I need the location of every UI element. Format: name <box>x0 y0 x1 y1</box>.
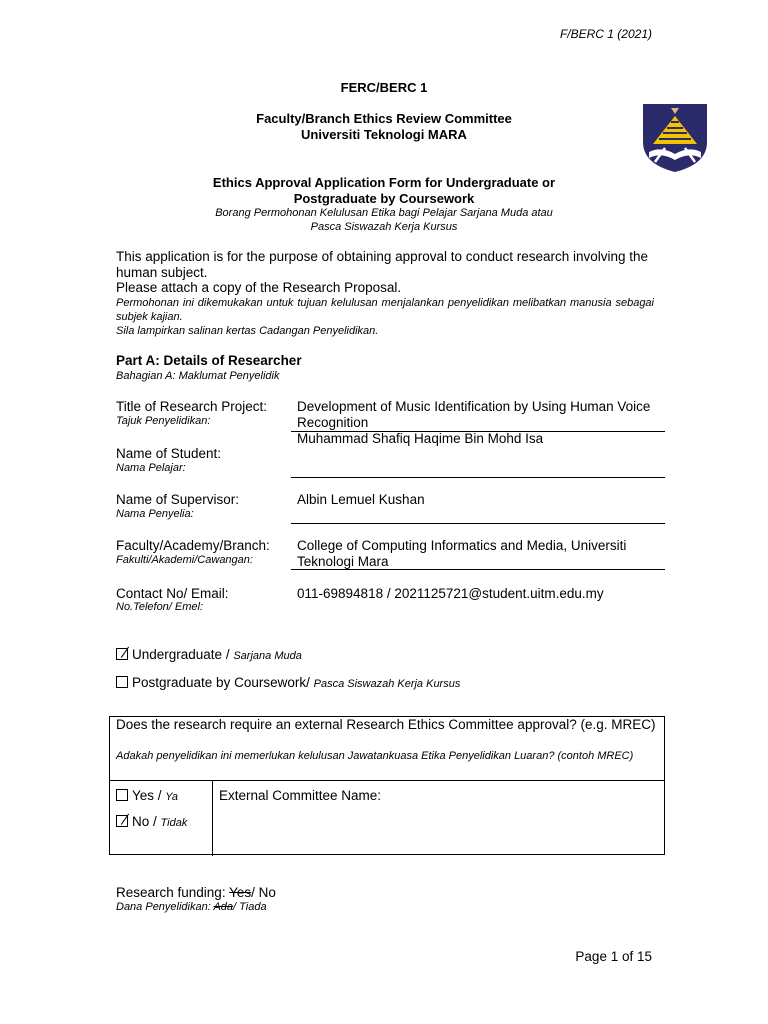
external-yes-option[interactable] <box>116 788 178 803</box>
committee-heading <box>0 111 768 143</box>
intro-attach-malay: Sila lampirkan salinan kertas Cadangan Penyelidikan. <box>116 325 379 337</box>
form-title-malay-line1: Borang Permohonan Kelulusan Etika bagi Pelajar Sarjana Muda atau <box>215 207 553 219</box>
committee-name: Faculty/Branch Ethics Review Committee <box>256 111 512 126</box>
postgraduate-checkbox[interactable] <box>116 676 128 688</box>
university-name: Universiti Teknologi MARA <box>301 127 467 142</box>
external-approval-question: Does the research require an external Research Ethics Committee approval? (e.g. MREC) <box>116 717 656 732</box>
part-a-title: Part A: Details of Researcher <box>116 353 302 368</box>
supervisor-label: Name of Supervisor: <box>116 492 240 507</box>
table-column-divider <box>212 780 213 856</box>
research-funding-malay <box>116 901 267 913</box>
research-title-label: Title of Research Project: <box>116 399 268 414</box>
intro-attach: Please attach a copy of the Research Proposal. <box>116 280 402 295</box>
external-yes-label: Yes / <box>132 788 162 803</box>
funding-yes: Yes <box>229 885 252 900</box>
supervisor-label-malay: Nama Penyelia: <box>116 508 194 520</box>
contact-label: Contact No/ Email: <box>116 586 229 601</box>
form-title-malay <box>0 206 768 234</box>
form-title-line2: Postgraduate by Coursework <box>293 191 475 206</box>
external-approval-question-malay: Adakah penyelidikan ini memerlukan kelulusan Jawatankuasa Etika Penyelidikan Luaran? (contoh MREC) <box>116 750 634 762</box>
postgraduate-label: Postgraduate by Coursework/ <box>132 675 310 690</box>
contact-value[interactable]: 011-69894818 / 2021125721@student.uitm.edu.my <box>297 586 604 601</box>
research-title-value[interactable]: Development of Music Identification by Using Human Voice Recognition <box>297 399 651 430</box>
form-title <box>0 175 768 207</box>
external-no-label-malay: Tidak <box>160 817 188 829</box>
external-no-option[interactable] <box>116 814 187 829</box>
contact-label-malay: No.Telefon/ Emel: <box>116 601 204 613</box>
form-title-line1: Ethics Approval Application Form for Undergraduate or <box>212 175 556 190</box>
supervisor-value[interactable]: Albin Lemuel Kushan <box>297 492 425 507</box>
page-number: Page 1 of 15 <box>575 949 652 964</box>
external-yes-checkbox[interactable] <box>116 789 128 801</box>
form-title-malay-line2: Pasca Siswazah Kerja Kursus <box>310 221 458 233</box>
external-no-label: No / <box>132 814 157 829</box>
undergraduate-label: Undergraduate / <box>132 647 230 662</box>
student-name-label: Name of Student: <box>116 446 222 461</box>
faculty-value[interactable]: College of Computing Informatics and Media, Universiti Teknologi Mara <box>297 538 627 569</box>
student-name-value[interactable]: Muhammad Shafiq Haqime Bin Mohd Isa <box>297 431 544 446</box>
faculty-label: Faculty/Academy/Branch: <box>116 538 270 553</box>
external-no-checkbox[interactable] <box>116 815 128 827</box>
intro-purpose: This application is for the purpose of obtaining approval to conduct research involving the human subject. <box>116 249 649 280</box>
form-code: FERC/BERC 1 <box>340 80 428 95</box>
postgraduate-option[interactable] <box>116 675 460 690</box>
external-yes-label-malay: Ya <box>165 791 178 803</box>
funding-no-malay: / Tiada <box>233 901 267 913</box>
funding-label: Research funding: <box>116 885 226 900</box>
intro-purpose-malay: Permohonan ini dikemukakan untuk tujuan kelulusan menjalankan penyelidikan melibatkan manusia sebagai subjek kajian. <box>116 297 654 323</box>
research-funding <box>116 885 276 900</box>
student-name-label-malay: Nama Pelajar: <box>116 462 186 474</box>
form-reference: F/BERC 1 (2021) <box>559 27 652 41</box>
undergraduate-label-malay: Sarjana Muda <box>233 650 302 662</box>
undergraduate-option[interactable] <box>116 647 302 662</box>
intro-paragraph-malay <box>116 296 654 338</box>
table-row-divider <box>110 780 664 781</box>
funding-no: / No <box>251 885 276 900</box>
undergraduate-checkbox[interactable] <box>116 648 128 660</box>
supervisor-underline <box>291 523 665 524</box>
funding-yes-malay: Ada <box>213 901 234 913</box>
faculty-label-malay: Fakulti/Akademi/Cawangan: <box>116 554 253 566</box>
research-title-label-malay: Tajuk Penyelidikan: <box>116 415 211 427</box>
part-a-title-malay: Bahagian A: Maklumat Penyelidik <box>116 370 280 382</box>
external-committee-name-label: External Committee Name: <box>219 788 382 803</box>
intro-paragraph <box>116 249 656 296</box>
funding-label-malay: Dana Penyelidikan: <box>116 901 211 913</box>
faculty-underline <box>291 569 665 570</box>
postgraduate-label-malay: Pasca Siswazah Kerja Kursus <box>313 678 461 690</box>
external-approval-table <box>109 716 665 855</box>
student-name-underline <box>291 477 665 478</box>
